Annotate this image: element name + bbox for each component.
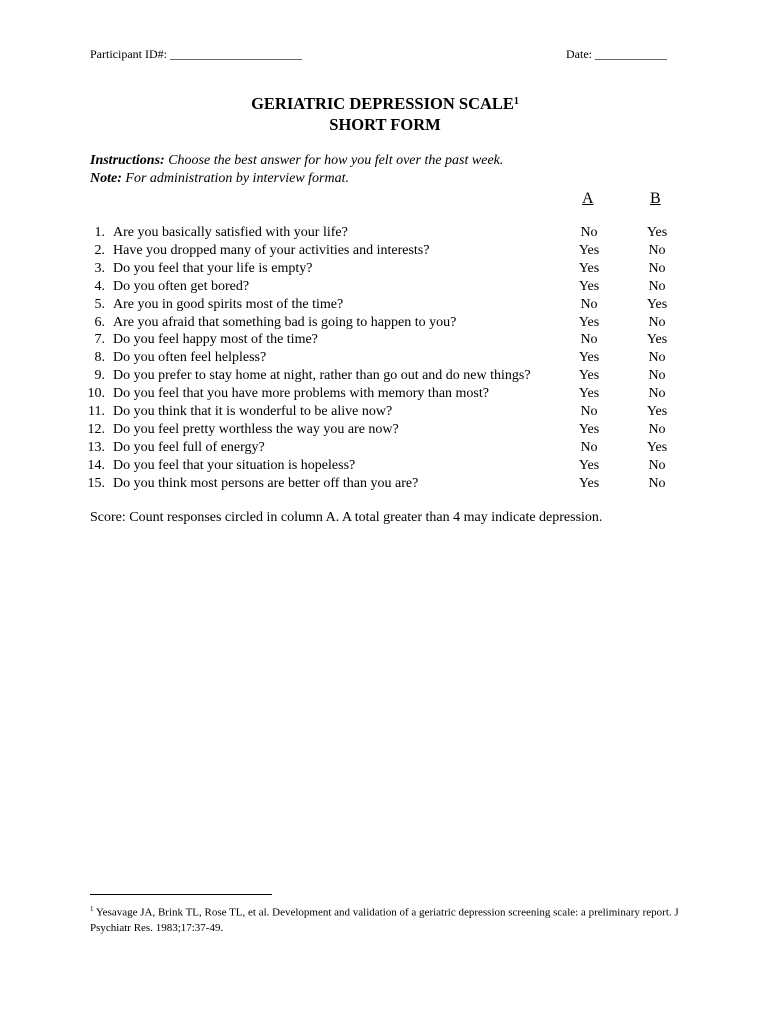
question-text: Do you often feel helpless? (113, 350, 267, 366)
title-footnote-ref: 1 (513, 96, 519, 107)
footnote-marker: 1 (90, 905, 94, 913)
column-a-header: A (582, 190, 594, 207)
page-title (0, 93, 770, 135)
question-number: 9. (94, 368, 105, 384)
date-field: Date: ____________ (566, 47, 667, 61)
answer-a[interactable]: Yes (578, 386, 600, 402)
answer-a[interactable]: Yes (578, 457, 600, 473)
answer-a[interactable]: Yes (578, 260, 600, 276)
question-number: 14. (87, 457, 105, 473)
question-text: Do you think that it is wonderful to be alive now? (113, 404, 393, 419)
answer-b[interactable]: Yes (646, 332, 668, 348)
answer-a[interactable]: Yes (578, 421, 600, 437)
answer-a[interactable]: Yes (578, 475, 600, 491)
question-text: Are you afraid that something bad is going to happen to you? (113, 314, 457, 330)
question-row (0, 242, 770, 260)
footnote (90, 902, 680, 936)
title-line-1 (0, 93, 770, 114)
answer-b[interactable]: No (648, 278, 666, 294)
answer-a[interactable]: No (580, 439, 598, 455)
question-row (0, 403, 770, 421)
question-row (0, 296, 770, 314)
question-number: 13. (87, 439, 105, 455)
answer-a[interactable]: No (580, 296, 598, 312)
answer-b[interactable]: Yes (646, 439, 668, 455)
question-row (0, 439, 770, 457)
question-row (0, 224, 770, 242)
footnote-text: Yesavage JA, Brink TL, Rose TL, et al. Development and validation of a geriatric depression screening scale: a preliminary report. J Psychiatr Res. 1983;17:37-49. (90, 906, 679, 934)
answer-a[interactable]: Yes (578, 278, 600, 294)
question-text: Have you dropped many of your activities and interests? (113, 242, 430, 258)
question-row (0, 349, 770, 367)
question-text: Are you basically satisfied with your life? (113, 225, 348, 240)
question-number: 6. (94, 314, 105, 330)
question-text: Do you feel pretty worthless the way you are now? (113, 421, 399, 437)
answer-b[interactable]: No (648, 457, 666, 473)
question-row (0, 367, 770, 385)
answer-b[interactable]: No (648, 386, 666, 402)
answer-b[interactable]: Yes (646, 296, 668, 312)
answer-b[interactable]: No (648, 475, 666, 491)
question-number: 15. (87, 475, 105, 491)
question-text: Do you feel that your life is empty? (113, 260, 313, 276)
question-number: 11. (88, 404, 105, 419)
answer-a[interactable]: Yes (578, 368, 600, 384)
question-text: Do you feel full of energy? (113, 439, 265, 455)
answer-b[interactable]: No (648, 260, 666, 276)
question-text: Do you feel happy most of the time? (113, 332, 318, 348)
note-text: For administration by interview format. (121, 171, 349, 186)
answer-b[interactable]: No (648, 368, 666, 384)
column-b-header: B (650, 190, 661, 207)
answer-b[interactable]: No (648, 314, 666, 330)
question-row (0, 457, 770, 475)
question-row (0, 475, 770, 493)
footnote-divider (90, 894, 272, 895)
question-text: Do you feel that your situation is hopeless? (113, 457, 356, 473)
question-text: Are you in good spirits most of the time? (113, 296, 344, 312)
question-number: 5. (94, 296, 105, 312)
question-number: 4. (94, 278, 105, 294)
question-number: 3. (94, 260, 105, 276)
answer-a[interactable]: Yes (578, 314, 600, 330)
answer-b[interactable]: Yes (646, 225, 668, 240)
instructions (90, 153, 503, 169)
instructions-text: Choose the best answer for how you felt over the past week. (164, 153, 504, 168)
question-text: Do you prefer to stay home at night, rather than go out and do new things? (113, 368, 531, 384)
answer-b[interactable]: Yes (646, 404, 668, 419)
question-row (0, 278, 770, 296)
answer-b[interactable]: No (648, 242, 666, 258)
question-row (0, 331, 770, 349)
question-number: 10. (87, 386, 105, 402)
participant-id-field: Participant ID#: ______________________ (90, 47, 302, 61)
question-row (0, 260, 770, 278)
title-line-2: SHORT FORM (329, 115, 441, 134)
question-number: 8. (94, 350, 105, 366)
title-text: GERIATRIC DEPRESSION SCALE (251, 94, 514, 113)
question-text: Do you feel that you have more problems with memory than most? (113, 386, 489, 402)
question-row (0, 385, 770, 403)
question-row (0, 421, 770, 439)
score-instructions: Score: Count responses circled in column A. A total greater than 4 may indicate depression. (90, 510, 603, 525)
answer-a[interactable]: Yes (578, 242, 600, 258)
note-label: Note: (90, 171, 122, 186)
answer-a[interactable]: No (580, 225, 598, 240)
question-number: 2. (94, 242, 105, 258)
question-number: 7. (94, 332, 105, 348)
question-number: 1. (94, 225, 105, 240)
answer-a[interactable]: No (580, 404, 598, 419)
question-text: Do you often get bored? (113, 278, 250, 294)
question-text: Do you think most persons are better off than you are? (113, 475, 419, 491)
instructions-label: Instructions: (90, 153, 165, 168)
answer-a[interactable]: Yes (578, 350, 600, 366)
answer-b[interactable]: No (648, 421, 666, 437)
question-number: 12. (87, 421, 105, 437)
answer-b[interactable]: No (648, 350, 666, 366)
note (90, 171, 349, 187)
answer-a[interactable]: No (580, 332, 598, 348)
question-row (0, 314, 770, 332)
